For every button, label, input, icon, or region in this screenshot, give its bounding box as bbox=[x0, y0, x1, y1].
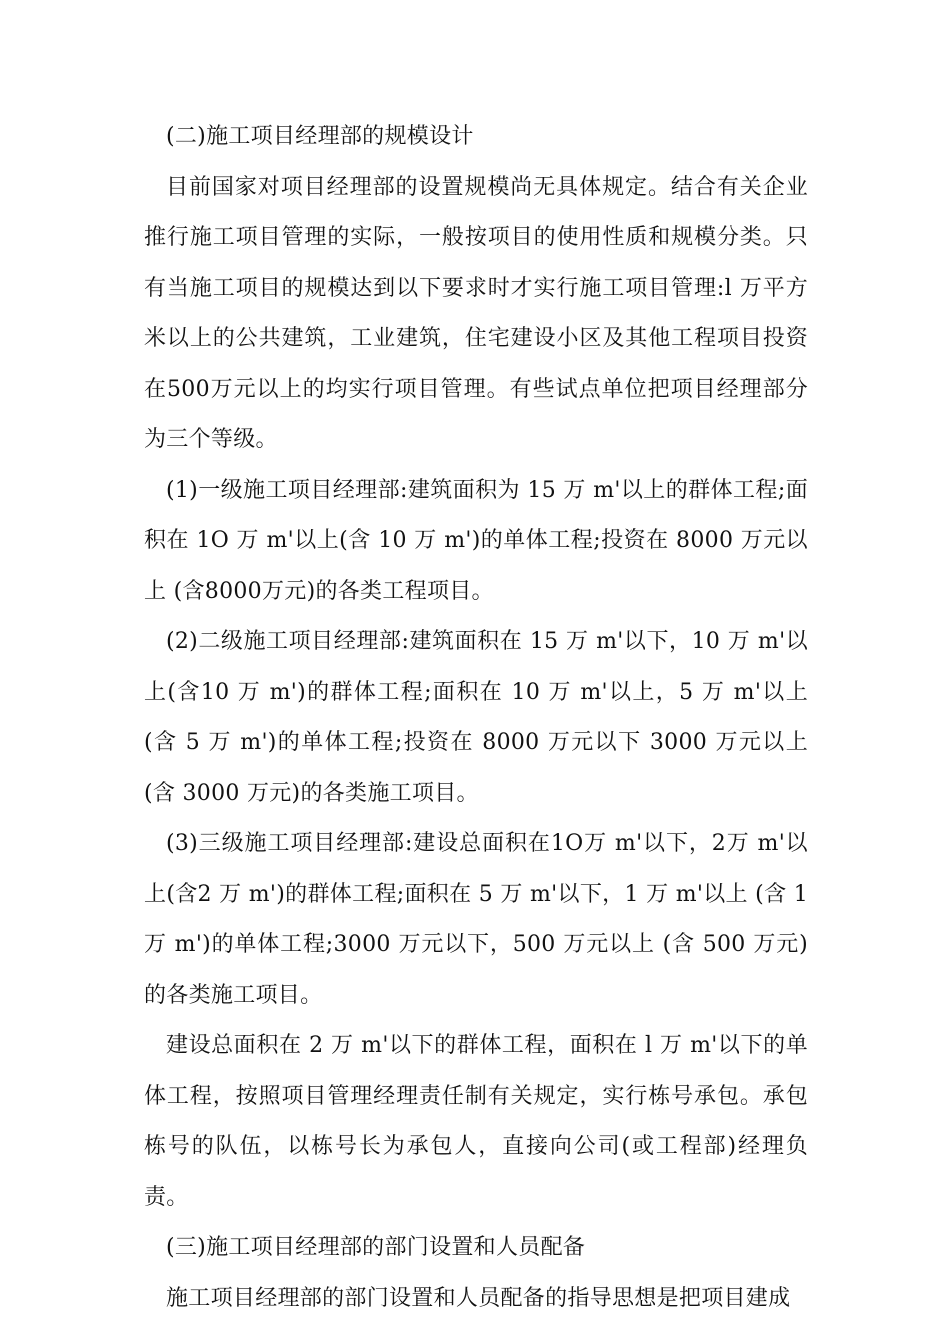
section-heading-departments: (三)施工项目经理部的部门设置和人员配备 bbox=[166, 1235, 586, 1260]
document-page bbox=[144, 112, 808, 1324]
paragraph-level-3: (3)三级施工项目经理部:建设总面积在1O万 m'以下，2万 m'以上(含2 万 m')的群体工程;面积在 5 万 m'以下，1 万 m'以上 (含 1 万 m')的单体工程;3000 万元以下，500 万元以上 (含 500 万元)的各类施工项目。 bbox=[144, 831, 808, 1008]
paragraph-level-2: (2)二级施工项目经理部:建筑面积在 15 万 m'以下，10 万 m'以上(含10 万 m')的群体工程;面积在 10 万 m'以上，5 万 m'以上 (含 5 万 m')的单体工程;投资在 8000 万元以下 3000 万元以上 (含 3000 万元)的各类施工项目。 bbox=[144, 629, 808, 806]
paragraph-intro: 目前国家对项目经理部的设置规模尚无具体规定。结合有关企业推行施工项目管理的实际，一般按项目的使用性质和规模分类。只有当施工项目的规模达到以下要求时才实行施工项目管理:l 万平方米以上的公共建筑，工业建筑，住宅建设小区及其他工程项目投资在500万元以上的均实行项目管理。有些试点单位把项目经理部分为三个等级。 bbox=[144, 174, 808, 452]
paragraph-small-projects: 建设总面积在 2 万 m'以下的群体工程，面积在 l 万 m'以下的单体工程，按照项目管理经理责任制有关规定，实行栋号承包。承包栋号的队伍，以栋号长为承包人，直接向公司(或工程部)经理负责。 bbox=[144, 1033, 808, 1210]
paragraph-departments: 施工项目经理部的部门设置和人员配备的指导思想是把项目建成 bbox=[166, 1285, 791, 1311]
paragraph-level-1: (1)一级施工项目经理部:建筑面积为 15 万 m'以上的群体工程;面积在 1O 万 m'以上(含 10 万 m')的单体工程;投资在 8000 万元以上 (含8000万元)的各类工程项目。 bbox=[144, 477, 808, 604]
section-heading-scale-design: (二)施工项目经理部的规模设计 bbox=[166, 124, 474, 149]
